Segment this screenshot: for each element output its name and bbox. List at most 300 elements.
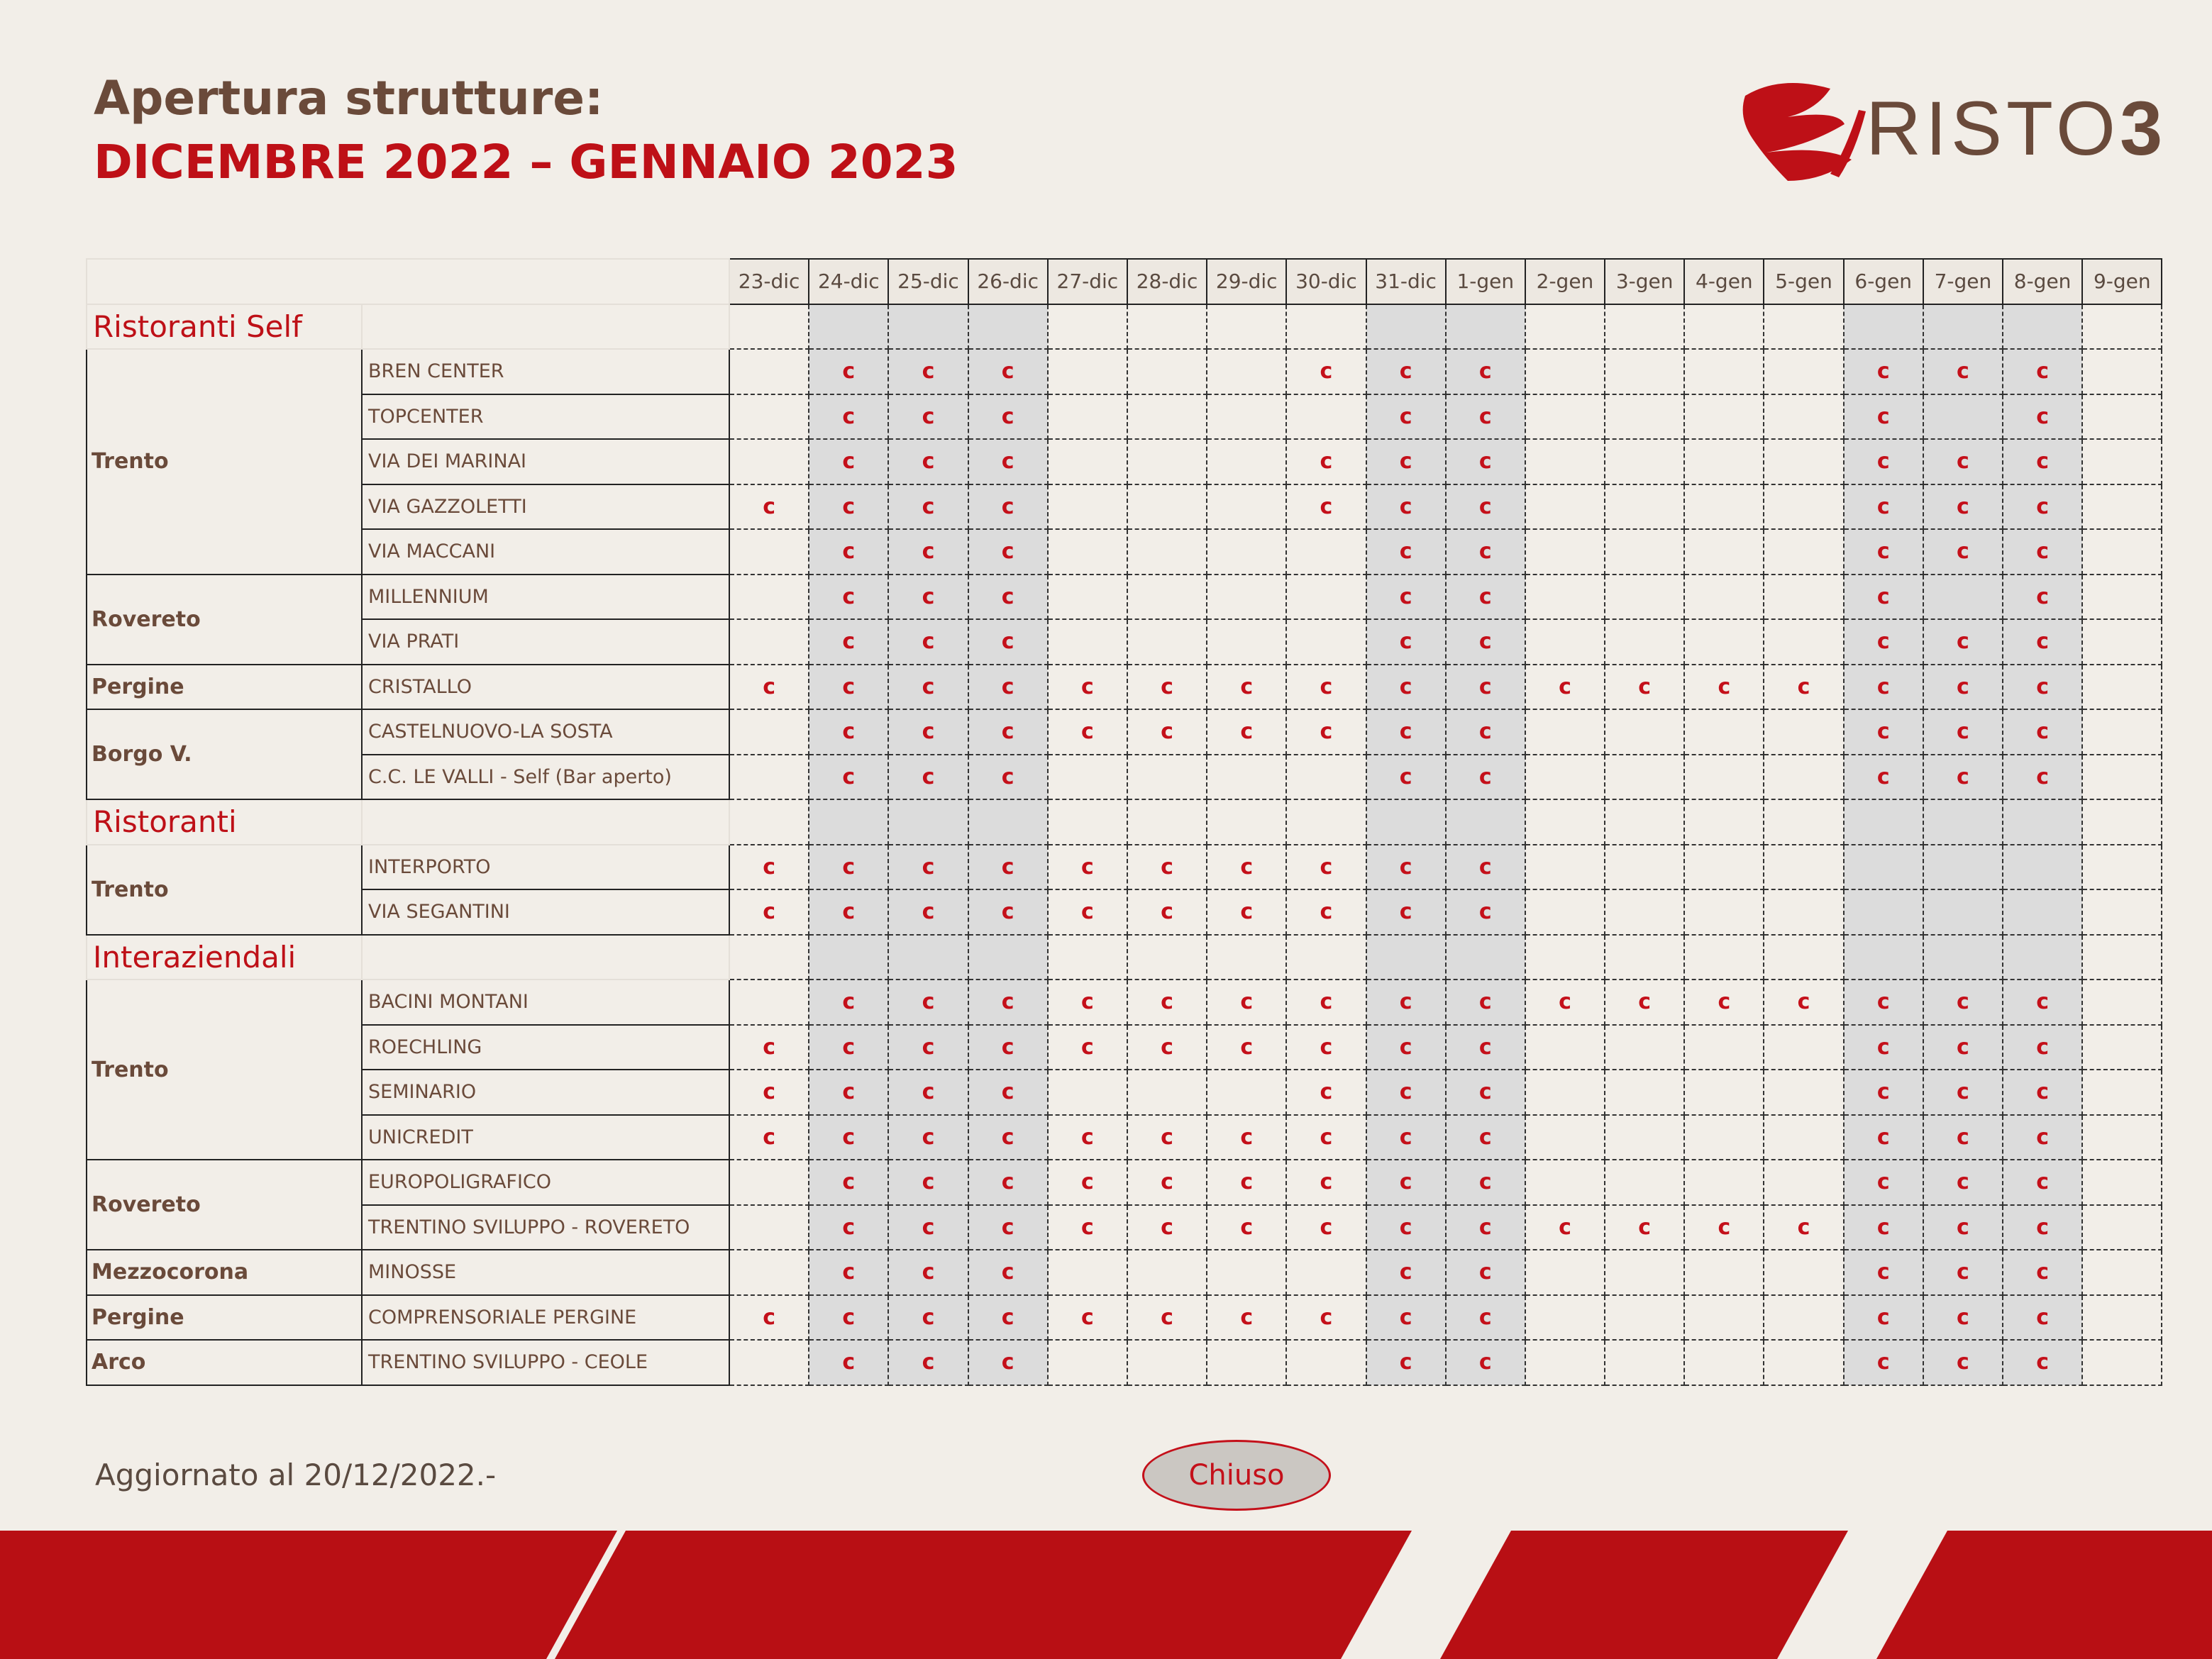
facility-name: TOPCENTER	[362, 394, 729, 440]
closed-mark: c	[1876, 359, 1890, 384]
closed-mark: c	[1001, 899, 1014, 925]
day-cell	[1844, 1340, 1923, 1385]
closed-mark: c	[1320, 854, 1333, 880]
day-cell	[2082, 394, 2162, 440]
day-cell	[1764, 1160, 1843, 1205]
closed-mark: c	[1478, 989, 1492, 1015]
day-cell	[1684, 889, 1764, 935]
day-cell	[2003, 575, 2082, 620]
section-date-cell	[1764, 799, 1843, 845]
closed-mark: c	[1876, 404, 1890, 429]
facility-row	[87, 349, 2162, 394]
closed-mark: c	[1478, 719, 1492, 745]
stripe-4	[1876, 1531, 2212, 1659]
day-cell	[2082, 529, 2162, 575]
facility-row	[87, 845, 2162, 890]
day-cell	[729, 980, 809, 1025]
date-header: 6-gen	[1844, 259, 1923, 304]
day-cell	[1923, 889, 2003, 935]
day-cell	[1764, 394, 1843, 440]
closed-mark: c	[1876, 764, 1890, 789]
day-cell	[2003, 619, 2082, 665]
day-cell	[1366, 665, 1446, 710]
closed-mark: c	[842, 1214, 856, 1240]
day-cell	[1127, 1295, 1207, 1341]
day-cell	[1366, 439, 1446, 484]
section-date-cell	[1525, 799, 1605, 845]
day-cell	[1286, 439, 1366, 484]
closed-mark: c	[1399, 1260, 1412, 1285]
closed-mark: c	[1001, 1170, 1014, 1195]
day-cell	[1605, 439, 1684, 484]
closed-mark: c	[2036, 404, 2049, 429]
day-cell	[1684, 619, 1764, 665]
day-cell	[888, 1160, 968, 1205]
day-cell	[2003, 709, 2082, 755]
closed-mark: c	[842, 719, 856, 745]
day-cell	[1048, 619, 1127, 665]
day-cell	[1127, 1025, 1207, 1070]
day-cell	[2003, 1340, 2082, 1385]
closed-mark: c	[1957, 1350, 1969, 1375]
day-cell	[1446, 619, 1525, 665]
day-cell	[809, 1295, 888, 1341]
closed-mark: c	[842, 359, 856, 384]
updated-note: Aggiornato al 20/12/2022.-	[95, 1458, 497, 1492]
facility-name: COMPRENSORIALE PERGINE	[362, 1295, 729, 1341]
closed-mark: c	[1478, 494, 1492, 519]
day-cell	[1048, 889, 1127, 935]
closed-mark: c	[922, 764, 935, 789]
closed-mark: c	[1478, 584, 1492, 609]
day-cell	[2082, 619, 2162, 665]
day-cell	[968, 619, 1048, 665]
date-header: 3-gen	[1605, 259, 1684, 304]
day-cell	[1286, 709, 1366, 755]
facility-name: MINOSSE	[362, 1250, 729, 1295]
closed-mark: c	[1320, 494, 1333, 519]
closed-mark: c	[1399, 494, 1412, 519]
day-cell	[1366, 1025, 1446, 1070]
closed-mark: c	[2036, 1080, 2049, 1105]
day-cell	[1525, 1160, 1605, 1205]
section-date-cell	[729, 304, 809, 350]
facility-name: UNICREDIT	[362, 1115, 729, 1160]
facility-row	[87, 394, 2162, 440]
closed-mark: c	[922, 449, 935, 475]
day-cell	[1764, 665, 1843, 710]
day-cell	[1366, 1205, 1446, 1250]
day-cell	[2082, 980, 2162, 1025]
closed-mark: c	[1478, 1170, 1492, 1195]
day-cell	[1684, 439, 1764, 484]
facility-row	[87, 484, 2162, 530]
closed-mark: c	[1320, 1080, 1333, 1105]
day-cell	[1286, 1115, 1366, 1160]
day-cell	[1525, 619, 1605, 665]
section-date-cell	[1684, 935, 1764, 980]
date-header: 30-dic	[1286, 259, 1366, 304]
closed-mark: c	[1478, 1214, 1492, 1240]
closed-mark: c	[1876, 1350, 1890, 1375]
stripe-1	[0, 1531, 617, 1659]
day-cell	[809, 394, 888, 440]
day-cell	[1127, 394, 1207, 440]
day-cell	[1048, 484, 1127, 530]
day-cell	[1605, 709, 1684, 755]
closed-mark: c	[1957, 359, 1969, 384]
section-date-cell	[1127, 935, 1207, 980]
day-cell	[1127, 889, 1207, 935]
closed-mark: c	[1876, 539, 1890, 565]
facility-row	[87, 1295, 2162, 1341]
day-cell	[729, 889, 809, 935]
day-cell	[1684, 1160, 1764, 1205]
closed-mark: c	[842, 494, 856, 519]
day-cell	[809, 709, 888, 755]
closed-mark: c	[922, 1170, 935, 1195]
day-cell	[809, 665, 888, 710]
closed-mark: c	[1001, 449, 1014, 475]
closed-mark: c	[1478, 764, 1492, 789]
section-date-cell	[1923, 799, 2003, 845]
closed-mark: c	[1876, 1214, 1890, 1240]
day-cell	[1525, 1070, 1605, 1115]
closed-mark: c	[1957, 494, 1969, 519]
section-date-cell	[1207, 935, 1286, 980]
closed-mark: c	[1080, 719, 1094, 745]
day-cell	[1286, 845, 1366, 890]
day-cell	[1207, 394, 1286, 440]
closed-mark: c	[763, 1304, 775, 1330]
closed-mark: c	[1876, 629, 1890, 655]
day-cell	[1684, 709, 1764, 755]
date-header: 9-gen	[2082, 259, 2162, 304]
day-cell	[1207, 1340, 1286, 1385]
facility-name: CRISTALLO	[362, 665, 729, 710]
stripe-3	[1440, 1531, 1848, 1659]
page-title: Apertura strutture:	[94, 71, 604, 126]
day-cell	[729, 1250, 809, 1295]
day-cell	[809, 1205, 888, 1250]
day-cell	[729, 1070, 809, 1115]
closed-mark: c	[1240, 854, 1254, 880]
day-cell	[2082, 755, 2162, 800]
closed-mark: c	[1876, 719, 1890, 745]
day-cell	[1923, 1250, 2003, 1295]
closed-mark: c	[1399, 1124, 1412, 1150]
day-cell	[2082, 1115, 2162, 1160]
closed-mark: c	[1399, 404, 1412, 429]
closed-mark: c	[2036, 449, 2049, 475]
day-cell	[1048, 394, 1127, 440]
closed-mark: c	[1320, 1304, 1333, 1330]
day-cell	[1446, 845, 1525, 890]
day-cell	[729, 1115, 809, 1160]
closed-mark: c	[1161, 674, 1173, 699]
closed-mark: c	[1399, 854, 1412, 880]
closed-mark: c	[1161, 899, 1173, 925]
closed-mark: c	[1876, 449, 1890, 475]
day-cell	[1525, 1340, 1605, 1385]
day-cell	[2003, 755, 2082, 800]
section-date-cell	[729, 799, 809, 845]
stripe-2	[555, 1531, 1412, 1659]
day-cell	[1127, 439, 1207, 484]
day-cell	[2003, 1160, 2082, 1205]
day-cell	[1764, 1250, 1843, 1295]
day-cell	[2003, 484, 2082, 530]
section-date-cell	[2082, 935, 2162, 980]
day-cell	[968, 1205, 1048, 1250]
section-date-cell	[1048, 935, 1127, 980]
closed-mark: c	[1001, 1350, 1014, 1375]
day-cell	[729, 1205, 809, 1250]
section-date-cell	[968, 799, 1048, 845]
facility-name: VIA PRATI	[362, 619, 729, 665]
day-cell	[888, 619, 968, 665]
day-cell	[1605, 980, 1684, 1025]
day-cell	[1844, 529, 1923, 575]
facility-row	[87, 1205, 2162, 1250]
day-cell	[1446, 1295, 1525, 1341]
closed-mark: c	[1399, 1350, 1412, 1375]
facility-row	[87, 439, 2162, 484]
closed-mark: c	[1638, 989, 1652, 1015]
facility-row	[87, 755, 2162, 800]
closed-mark: c	[1957, 1124, 1969, 1150]
section-date-cell	[1048, 799, 1127, 845]
section-blank	[362, 304, 729, 350]
day-cell	[1525, 439, 1605, 484]
closed-mark: c	[1320, 359, 1333, 384]
section-date-cell	[888, 935, 968, 980]
day-cell	[1048, 1250, 1127, 1295]
closed-mark: c	[1001, 404, 1014, 429]
day-cell	[968, 349, 1048, 394]
day-cell	[888, 1250, 968, 1295]
closed-mark: c	[1399, 989, 1412, 1015]
day-cell	[1923, 394, 2003, 440]
section-date-cell	[809, 304, 888, 350]
day-cell	[1446, 1070, 1525, 1115]
closed-mark: c	[1001, 494, 1014, 519]
closed-mark: c	[2036, 1170, 2049, 1195]
day-cell	[1844, 665, 1923, 710]
day-cell	[2082, 575, 2162, 620]
day-cell	[1605, 1025, 1684, 1070]
section-date-cell	[809, 799, 888, 845]
day-cell	[809, 889, 888, 935]
day-cell	[1923, 1295, 2003, 1341]
day-cell	[2082, 1250, 2162, 1295]
day-cell	[2003, 1295, 2082, 1341]
closed-mark: c	[1161, 854, 1173, 880]
closed-mark: c	[2036, 764, 2049, 789]
closed-mark: c	[1240, 899, 1254, 925]
section-date-cell	[888, 304, 968, 350]
day-cell	[1366, 1160, 1446, 1205]
closed-mark: c	[1957, 1034, 1969, 1060]
day-cell	[2082, 845, 2162, 890]
closed-mark: c	[1957, 629, 1969, 655]
day-cell	[888, 1115, 968, 1160]
closed-mark: c	[1797, 1214, 1810, 1240]
day-cell	[1684, 1295, 1764, 1341]
closed-mark: c	[1240, 1304, 1254, 1330]
day-cell	[1127, 845, 1207, 890]
date-header: 31-dic	[1366, 259, 1446, 304]
day-cell	[1366, 619, 1446, 665]
day-cell	[1605, 889, 1684, 935]
section-date-cell	[968, 935, 1048, 980]
facility-name: EUROPOLIGRAFICO	[362, 1160, 729, 1205]
day-cell	[1844, 889, 1923, 935]
day-cell	[1684, 1205, 1764, 1250]
closed-mark: c	[1161, 1170, 1173, 1195]
day-cell	[1207, 619, 1286, 665]
page-subtitle: DICEMBRE 2022 – GENNAIO 2023	[94, 135, 958, 189]
closed-mark: c	[1876, 1170, 1890, 1195]
day-cell	[729, 1295, 809, 1341]
day-cell	[1048, 1070, 1127, 1115]
date-header: 8-gen	[2003, 259, 2082, 304]
section-title: Interaziendali	[87, 935, 362, 980]
day-cell	[2003, 1115, 2082, 1160]
day-cell	[1923, 575, 2003, 620]
facility-row	[87, 1160, 2162, 1205]
day-cell	[1127, 484, 1207, 530]
day-cell	[2003, 889, 2082, 935]
closed-mark: c	[842, 854, 856, 880]
day-cell	[1446, 394, 1525, 440]
facility-row	[87, 619, 2162, 665]
day-cell	[1764, 755, 1843, 800]
facility-name: TRENTINO SVILUPPO - CEOLE	[362, 1340, 729, 1385]
closed-mark: c	[1001, 854, 1014, 880]
city-label: Rovereto	[87, 1160, 362, 1250]
closed-mark: c	[1797, 989, 1810, 1015]
day-cell	[1764, 529, 1843, 575]
day-cell	[729, 529, 809, 575]
date-header: 7-gen	[1923, 259, 2003, 304]
day-cell	[1366, 845, 1446, 890]
day-cell	[1605, 845, 1684, 890]
day-cell	[1525, 845, 1605, 890]
day-cell	[1844, 349, 1923, 394]
day-cell	[888, 349, 968, 394]
day-cell	[1764, 1295, 1843, 1341]
day-cell	[1764, 1340, 1843, 1385]
closed-mark: c	[1001, 989, 1014, 1015]
closed-mark: c	[842, 899, 856, 925]
closed-mark: c	[1876, 1260, 1890, 1285]
day-cell	[1764, 439, 1843, 484]
closed-mark: c	[1001, 719, 1014, 745]
day-cell	[1286, 980, 1366, 1025]
day-cell	[1605, 575, 1684, 620]
closed-mark: c	[1080, 1170, 1094, 1195]
day-cell	[1525, 575, 1605, 620]
closed-mark: c	[1399, 539, 1412, 565]
day-cell	[1207, 439, 1286, 484]
day-cell	[729, 484, 809, 530]
section-row	[87, 935, 2162, 980]
day-cell	[2082, 1025, 2162, 1070]
day-cell	[1127, 1250, 1207, 1295]
facility-row	[87, 889, 2162, 935]
closed-mark: c	[1320, 989, 1333, 1015]
closed-mark: c	[1399, 1304, 1412, 1330]
facility-row	[87, 1340, 2162, 1385]
city-label: Arco	[87, 1340, 362, 1385]
section-date-cell	[2003, 935, 2082, 980]
day-cell	[1048, 980, 1127, 1025]
day-cell	[1207, 709, 1286, 755]
closed-mark: c	[1478, 1124, 1492, 1150]
day-cell	[1844, 709, 1923, 755]
section-date-cell	[729, 935, 809, 980]
facility-name: VIA GAZZOLETTI	[362, 484, 729, 530]
closed-mark: c	[1080, 674, 1094, 699]
closed-mark: c	[763, 1124, 775, 1150]
section-date-cell	[1605, 799, 1684, 845]
day-cell	[1127, 529, 1207, 575]
closed-mark: c	[1559, 674, 1571, 699]
day-cell	[1048, 1205, 1127, 1250]
closed-mark: c	[1876, 1304, 1890, 1330]
closed-mark: c	[842, 1034, 856, 1060]
closed-mark: c	[2036, 584, 2049, 609]
closed-mark: c	[2036, 1350, 2049, 1375]
section-date-cell	[1207, 304, 1286, 350]
day-cell	[1525, 394, 1605, 440]
day-cell	[968, 484, 1048, 530]
date-header: 26-dic	[968, 259, 1048, 304]
closed-mark: c	[1240, 1214, 1254, 1240]
closed-mark: c	[1001, 1260, 1014, 1285]
closed-mark: c	[1001, 1214, 1014, 1240]
closed-mark: c	[1080, 989, 1094, 1015]
closed-mark: c	[1320, 449, 1333, 475]
section-blank	[362, 799, 729, 845]
day-cell	[729, 575, 809, 620]
city-label: Rovereto	[87, 575, 362, 665]
day-cell	[1446, 575, 1525, 620]
closed-mark: c	[1080, 1124, 1094, 1150]
day-cell	[1684, 1250, 1764, 1295]
day-cell	[1684, 1025, 1764, 1070]
day-cell	[1605, 665, 1684, 710]
date-header: 25-dic	[888, 259, 968, 304]
closed-mark: c	[1080, 854, 1094, 880]
day-cell	[1366, 1115, 1446, 1160]
closed-mark: c	[1399, 1034, 1412, 1060]
day-cell	[1923, 529, 2003, 575]
closed-mark: c	[842, 1304, 856, 1330]
closed-mark: c	[1161, 1304, 1173, 1330]
closed-mark: c	[1080, 1214, 1094, 1240]
day-cell	[1684, 1115, 1764, 1160]
closed-mark: c	[1478, 404, 1492, 429]
day-cell	[1127, 665, 1207, 710]
day-cell	[1048, 845, 1127, 890]
closed-mark: c	[1478, 1304, 1492, 1330]
day-cell	[1605, 1295, 1684, 1341]
day-cell	[809, 349, 888, 394]
closed-mark: c	[842, 449, 856, 475]
day-cell	[1764, 1070, 1843, 1115]
